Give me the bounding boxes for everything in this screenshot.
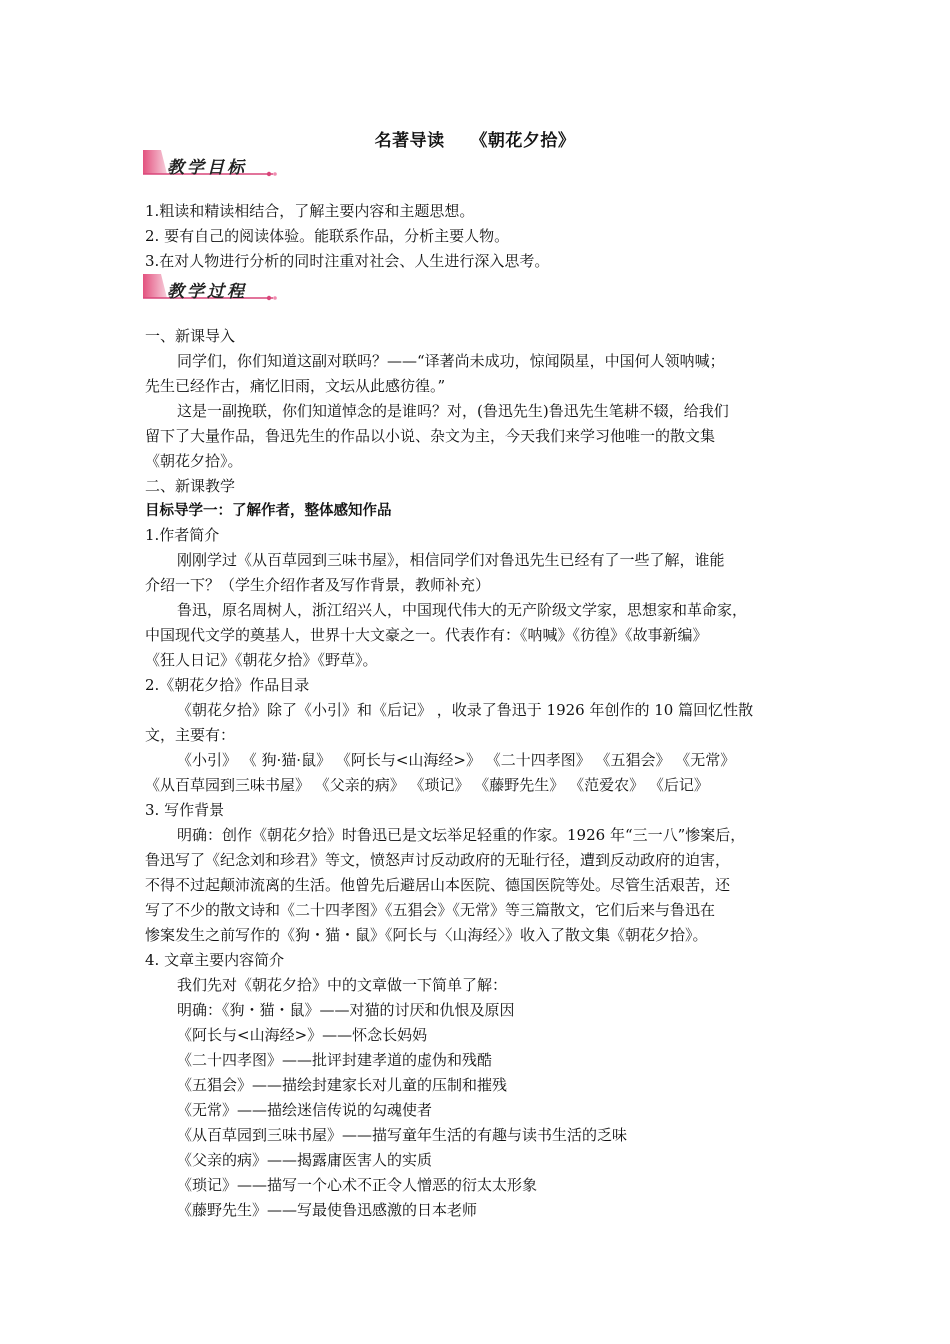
paragraph-line: 我们先对《朝花夕拾》中的文章做一下简单了解： <box>177 976 508 994</box>
summary-line: 《藤野先生》——写最使鲁迅感激的日本老师 <box>177 1201 478 1219</box>
summary-line: 《五猖会》——描绘封建家长对儿童的压制和摧残 <box>177 1076 508 1094</box>
paragraph-line: 《小引》 《 狗·猫·鼠》 《阿长与<山海经>》 《二十四孝图》 《五猖会》 《无常》 <box>177 751 736 769</box>
summary-line: 《琐记》——描写一个心术不正令人憎恶的衍太太形象 <box>177 1176 538 1194</box>
page-title: 名著导读 《朝花夕拾》 <box>374 131 576 151</box>
summary-line: 《父亲的病》——揭露庸医害人的实质 <box>177 1151 433 1169</box>
paragraph-line: 文，主要有： <box>145 726 236 744</box>
section-banner-process <box>141 272 281 306</box>
paragraph-line: 这是一副挽联，你们知道悼念的是谁吗？对，(鲁迅先生)鲁迅先生笔耕不辍，给我们 <box>177 402 729 420</box>
summary-line: 《无常》——描绘迷信传说的勾魂使者 <box>177 1101 433 1119</box>
paragraph-line: 明确：创作《朝花夕拾》时鲁迅已是文坛举足轻重的作家。1926 年“三一八”惨案后， <box>177 826 746 844</box>
summary-line: 《从百草园到三味书屋》——描写童年生活的有趣与读书生活的乏味 <box>177 1126 628 1144</box>
summary-line: 《阿长与<山海经>》——怀念长妈妈 <box>177 1026 428 1044</box>
paragraph-line: 留下了大量作品，鲁迅先生的作品以小说、杂文为主，今天我们来学习他唯一的散文集 <box>145 427 716 445</box>
subsection-heading: 3. 写作背景 <box>145 801 225 819</box>
banner-goals-label: 教学目标 <box>167 158 247 178</box>
section-banner-goals <box>141 148 281 182</box>
section-heading: 一、新课导入 <box>145 327 236 345</box>
goal-line: 2. 要有自己的阅读体验。能联系作品，分析主要人物。 <box>145 227 510 245</box>
summary-line: 《二十四孝图》——批评封建孝道的虚伪和残酷 <box>177 1051 493 1069</box>
banner-process-label: 教学过程 <box>167 282 247 302</box>
paragraph-line: 同学们，你们知道这副对联吗？——“译著尚未成功，惊闻陨星，中国何人领呐喊； <box>177 352 725 370</box>
goal-line: 3.在对人物进行分析的同时注重对社会、人生进行深入思考。 <box>145 252 550 270</box>
paragraph-line: 写了不少的散文诗和《二十四孝图》《五猖会》《无常》等三篇散文，它们后来与鲁迅在 <box>145 901 716 919</box>
subsection-heading: 4. 文章主要内容简介 <box>145 951 285 969</box>
paragraph-line: 惨案发生之前写作的《狗・猫・鼠》《阿长与〈山海经〉》收入了散文集《朝花夕拾》。 <box>145 926 708 944</box>
paragraph-line: 《从百草园到三味书屋》 《父亲的病》 《琐记》 《藤野先生》 《范爱农》 《后记》 <box>145 776 709 794</box>
paragraph-line: 《朝花夕拾》。 <box>145 452 243 470</box>
paragraph-line: 鲁迅写了《纪念刘和珍君》等文，愤怒声讨反动政府的无耻行径，遭到反动政府的迫害， <box>145 851 731 869</box>
goal-line: 1.粗读和精读相结合，了解主要内容和主题思想。 <box>145 202 475 220</box>
paragraph-line: 刚刚学过《从百草园到三味书屋》，相信同学们对鲁迅先生已经有了一些了解，谁能 <box>177 551 725 569</box>
paragraph-line: 介绍一下？（学生介绍作者及写作背景，教师补充） <box>145 576 491 594</box>
paragraph-line: 中国现代文学的奠基人，世界十大文豪之一。代表作有：《呐喊》《彷徨》《故事新编》 <box>145 626 708 644</box>
summary-line: 明确：《狗・猫・鼠》——对猫的讨厌和仇恨及原因 <box>177 1001 515 1019</box>
section-heading: 二、新课教学 <box>145 477 236 495</box>
subsection-heading: 2.《朝花夕拾》作品目录 <box>145 676 310 694</box>
paragraph-line: 《朝花夕拾》除了《小引》和《后记》 ，收录了鲁迅于 1926 年创作的 10 篇回忆性散 <box>177 701 754 719</box>
paragraph-line: 不得不过起颠沛流离的生活。他曾先后避居山本医院、德国医院等处。尽管生活艰苦，还 <box>145 876 731 894</box>
paragraph-line: 《狂人日记》《朝花夕拾》《野草》。 <box>145 651 378 669</box>
paragraph-line: 鲁迅，原名周树人，浙江绍兴人，中国现代伟大的无产阶级文学家，思想家和革命家， <box>177 601 748 619</box>
subsection-heading: 1.作者简介 <box>145 526 220 544</box>
paragraph-line: 先生已经作古，痛忆旧雨，文坛从此感彷徨。” <box>145 377 446 395</box>
goal-heading: 目标导学一：了解作者，整体感知作品 <box>145 503 392 519</box>
